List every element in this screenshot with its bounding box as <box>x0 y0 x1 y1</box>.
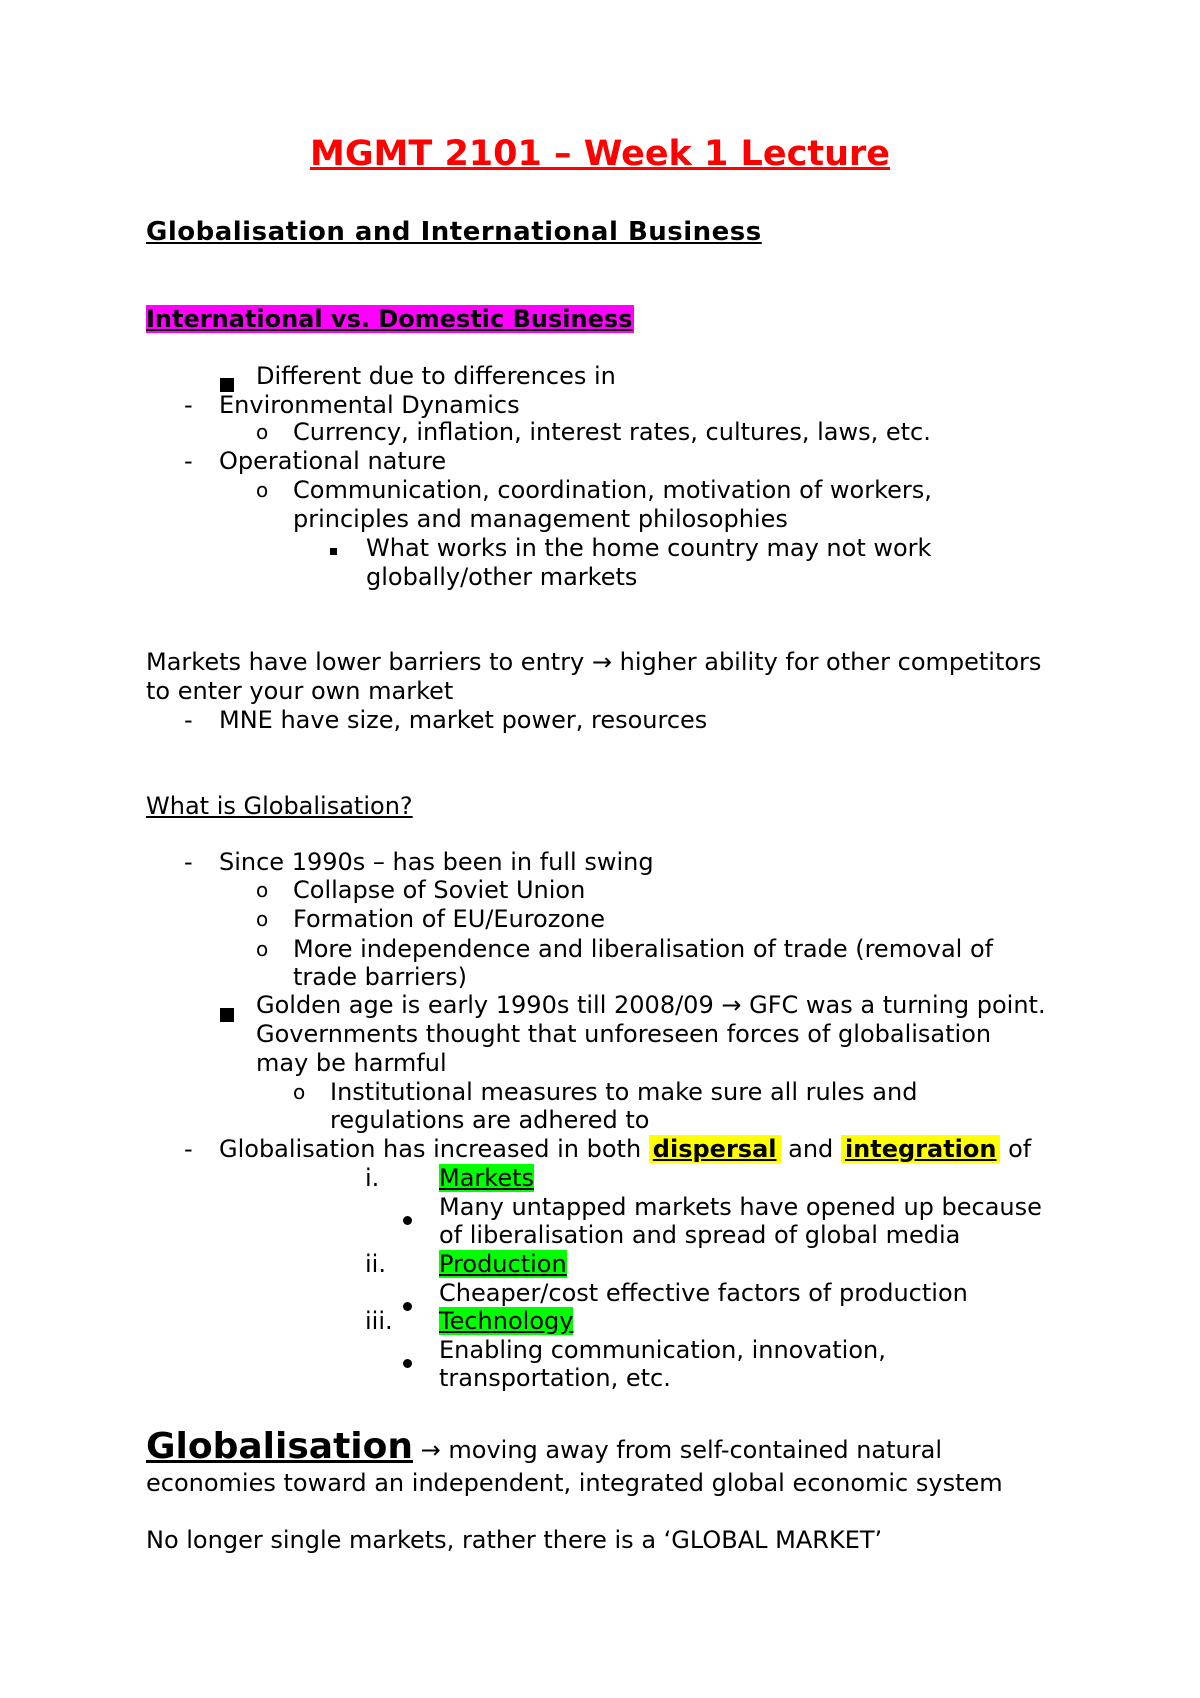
golden-age-line1 <box>256 991 1046 1020</box>
list-item-cont: trade barriers) <box>293 963 468 991</box>
circle-bullet-icon: o <box>256 420 269 444</box>
page-title: MGMT 2101 – Week 1 Lecture <box>310 134 890 174</box>
list-item: Collapse of Soviet Union <box>293 876 586 904</box>
arrow-icon: → <box>591 648 613 676</box>
definition-line1 <box>146 1425 942 1472</box>
definition-term: Globalisation <box>146 1426 413 1467</box>
list-item: Formation of EU/Eurozone <box>293 905 605 933</box>
arrow-icon: → <box>721 991 742 1019</box>
dash-bullet-icon: - <box>184 706 193 734</box>
arrow-icon: → <box>420 1436 441 1464</box>
dash-bullet-icon: - <box>184 391 193 419</box>
dash-bullet-icon: - <box>184 848 193 876</box>
markets-label: Markets <box>439 1164 535 1192</box>
markets-text-a: Markets have lower barriers to entry <box>146 648 585 676</box>
list-item: What works in the home country may not work <box>366 534 932 562</box>
document-subtitle: Globalisation and International Business <box>146 217 762 247</box>
list-item: More independence and liberalisation of trade (removal of <box>293 935 994 963</box>
list-item-cont: regulations are adhered to <box>330 1106 650 1134</box>
small-square-bullet-icon <box>330 533 337 562</box>
of-text: of <box>1008 1135 1032 1163</box>
list-item: Environmental Dynamics <box>219 391 520 419</box>
list-number: iii. <box>365 1307 393 1335</box>
markets-paragraph-line2: to enter your own market <box>146 677 454 705</box>
and-text: and <box>788 1135 834 1163</box>
increase-line <box>219 1135 1031 1164</box>
list-item-cont: globally/other markets <box>366 563 638 591</box>
list-label-production <box>439 1250 567 1279</box>
list-item: Cheaper/cost effective factors of production <box>439 1279 968 1307</box>
integration-highlight <box>841 1135 1001 1163</box>
golden-age-line3: may be harmful <box>256 1049 447 1077</box>
square-bullet-icon <box>220 1000 234 1029</box>
definition-text: moving away from self-contained natural <box>448 1436 942 1464</box>
list-item: Since 1990s – has been in full swing <box>219 848 654 876</box>
markets-paragraph-line1 <box>146 648 1041 677</box>
integration-text: integration <box>844 1135 997 1163</box>
golden-text-a: Golden age is early 1990s till 2008/09 <box>256 991 714 1019</box>
golden-age-line2: Governments thought that unforeseen forces of globalisation <box>256 1020 992 1048</box>
list-number: ii. <box>365 1250 386 1278</box>
list-item: Many untapped markets have opened up because <box>439 1193 1042 1221</box>
list-item: Operational nature <box>219 447 447 475</box>
production-label: Production <box>439 1250 567 1278</box>
list-item: MNE have size, market power, resources <box>219 706 708 734</box>
technology-label: Technology <box>439 1307 574 1335</box>
list-item-cont: principles and management philosophies <box>293 505 788 533</box>
list-item-cont: of liberalisation and spread of global media <box>439 1221 961 1249</box>
dash-bullet-icon: - <box>184 1135 193 1163</box>
dash-bullet-icon: - <box>184 447 193 475</box>
list-item-cont: transportation, etc. <box>439 1364 671 1392</box>
section-heading-text: International vs. Domestic Business <box>146 305 633 333</box>
list-item: Communication, coordination, motivation of workers, <box>293 476 932 504</box>
definition-line2: economies toward an independent, integrated global economic system <box>146 1469 1003 1497</box>
closing-statement: No longer single markets, rather there is a ‘GLOBAL MARKET’ <box>146 1526 883 1554</box>
circle-bullet-icon: o <box>256 878 269 902</box>
circle-bullet-icon: o <box>256 937 269 961</box>
round-bullet-icon <box>403 1346 412 1375</box>
round-bullet-icon <box>403 1289 412 1318</box>
list-item: Currency, inflation, interest rates, cultures, laws, etc. <box>293 418 931 446</box>
list-item: Institutional measures to make sure all rules and <box>330 1078 918 1106</box>
list-item: Enabling communication, innovation, <box>439 1336 886 1364</box>
circle-bullet-icon: o <box>256 907 269 931</box>
dispersal-text: dispersal <box>652 1135 777 1163</box>
list-label-technology <box>439 1307 573 1336</box>
circle-bullet-icon: o <box>256 478 269 502</box>
section-heading-globalisation: What is Globalisation? <box>146 792 413 820</box>
golden-text-b: GFC was a turning point. <box>749 991 1046 1019</box>
circle-bullet-icon: o <box>293 1080 306 1104</box>
list-number: i. <box>365 1164 380 1192</box>
dispersal-highlight <box>649 1135 781 1163</box>
section-heading-international <box>146 305 634 334</box>
increase-text: Globalisation has increased in both <box>219 1135 642 1163</box>
intro-text: Different due to differences in <box>256 362 616 390</box>
markets-text-b: higher ability for other competitors <box>619 648 1042 676</box>
round-bullet-icon <box>403 1203 412 1232</box>
list-label-markets <box>439 1164 534 1193</box>
